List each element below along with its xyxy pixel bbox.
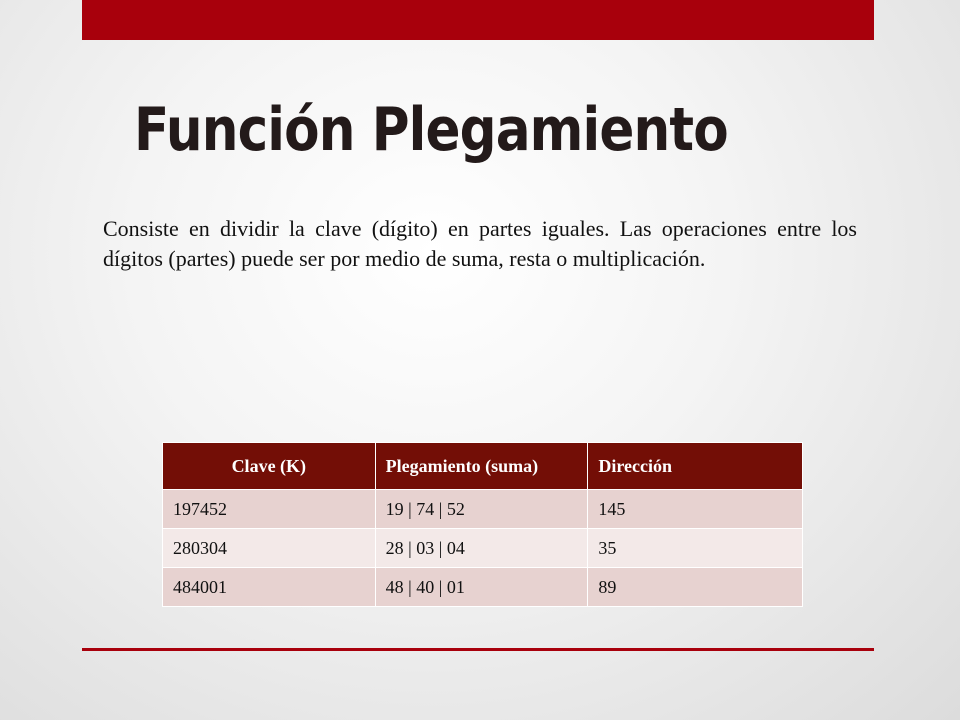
cell-plegamiento: 28 | 03 | 04 bbox=[375, 529, 588, 568]
table-row bbox=[163, 568, 803, 607]
slide-title: Función Plegamiento bbox=[134, 95, 728, 165]
header-clave: Clave (K) bbox=[163, 443, 376, 490]
bottom-divider-line bbox=[82, 648, 874, 651]
folding-table bbox=[162, 442, 803, 607]
cell-clave: 197452 bbox=[163, 490, 376, 529]
cell-plegamiento: 48 | 40 | 01 bbox=[375, 568, 588, 607]
cell-direccion: 35 bbox=[588, 529, 803, 568]
cell-direccion: 145 bbox=[588, 490, 803, 529]
cell-direccion: 89 bbox=[588, 568, 803, 607]
header-plegamiento: Plegamiento (suma) bbox=[375, 443, 588, 490]
cell-clave: 280304 bbox=[163, 529, 376, 568]
table-row bbox=[163, 490, 803, 529]
slide-body-text: Consiste en dividir la clave (dígito) en partes iguales. Las operaciones entre los dígitos (partes) puede ser por medio de suma, resta o multiplicación. bbox=[103, 216, 857, 271]
header-direccion: Dirección bbox=[588, 443, 803, 490]
top-accent-band bbox=[82, 0, 874, 40]
cell-clave: 484001 bbox=[163, 568, 376, 607]
table-row bbox=[163, 529, 803, 568]
cell-plegamiento: 19 | 74 | 52 bbox=[375, 490, 588, 529]
table-header-row bbox=[163, 443, 803, 490]
